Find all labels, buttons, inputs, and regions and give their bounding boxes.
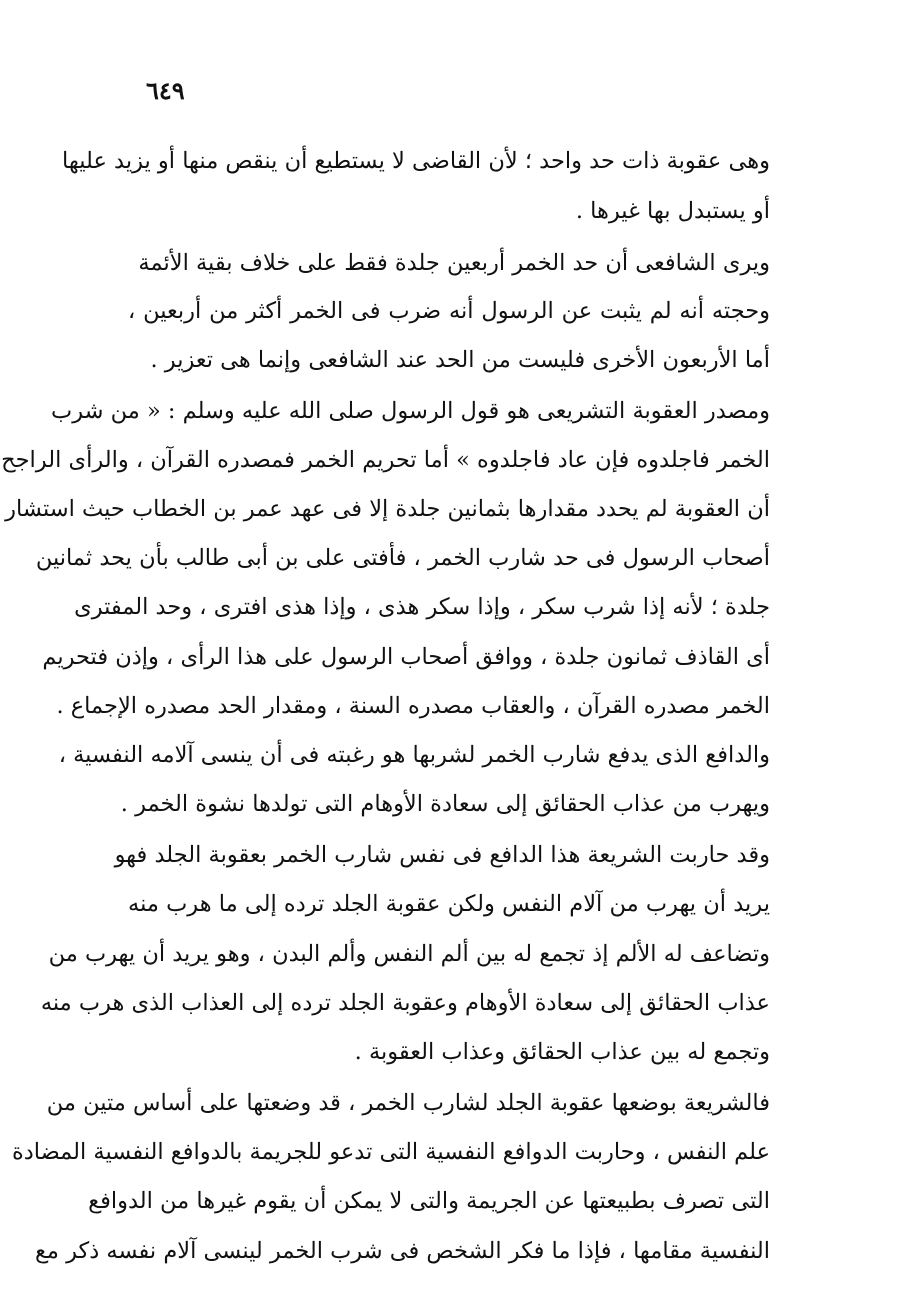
text-line: وقد حاربت الشريعة هذا الدافع فى نفس شارب الخمر بعقوبة الجلد فهو — [114, 842, 770, 868]
text-line: يريد أن يهرب من آلام النفس ولكن عقوبة الجلد ترده إلى ما هرب منه — [128, 891, 770, 917]
text-line: أصحاب الرسول فى حد شارب الخمر ، فأفتى على بن أبى طالب بأن يحد ثمانين — [35, 545, 770, 571]
text-line: فالشريعة بوضعها عقوبة الجلد لشارب الخمر ، قد وضعتها على أساس متين من — [46, 1090, 770, 1116]
text-line: النفسية مقامها ، فإذا ما فكر الشخص فى شرب الخمر لينسى آلام نفسه ذكر مع — [34, 1238, 770, 1264]
text-line: والدافع الذى يدفع شارب الخمر لشربها هو رغبته فى أن ينسى آلامه النفسية ، — [58, 742, 770, 768]
text-line: وتجمع له بين عذاب الحقائق وعذاب العقوبة . — [354, 1039, 770, 1065]
text-line: الخمر مصدره القرآن ، والعقاب مصدره السنة ، ومقدار الحد مصدره الإجماع . — [56, 693, 770, 719]
text-line: الخمر فاجلدوه فإن عاد فاجلدوه » أما تحريم الخمر فمصدره القرآن ، والرأى الراجح — [1, 447, 770, 473]
page-number: ٦٤٩ — [146, 76, 185, 105]
text-line: ومصدر العقوبة التشريعى هو قول الرسول صلى الله عليه وسلم : « من شرب — [51, 398, 770, 424]
text-line: أو يستبدل بها غيرها . — [575, 198, 770, 224]
text-line: وتضاعف له الألم إذ تجمع له بين ألم النفس وألم البدن ، وهو يريد أن يهرب من — [48, 941, 770, 967]
text-line: عذاب الحقائق إلى سعادة الأوهام وعقوبة الجلد ترده إلى العذاب الذى هرب منه — [40, 990, 770, 1016]
text-line: ويهرب من عذاب الحقائق إلى سعادة الأوهام التى تولدها نشوة الخمر . — [120, 791, 770, 817]
text-line: أن العقوبة لم يحدد مقدارها بثمانين جلدة إلا فى عهد عمر بن الخطاب حيث استشار — [5, 496, 770, 522]
text-line: التى تصرف بطبيعتها عن الجريمة والتى لا يمكن أن يقوم غيرها من الدوافع — [88, 1188, 770, 1214]
text-line: ويرى الشافعى أن حد الخمر أربعين جلدة فقط على خلاف بقية الأئمة — [138, 250, 770, 276]
text-line: أما الأربعون الأخرى فليست من الحد عند الشافعى وإنما هى تعزير . — [150, 347, 770, 373]
text-line: أى القاذف ثمانون جلدة ، ووافق أصحاب الرسول على هذا الرأى ، وإذن فتحريم — [42, 644, 770, 670]
text-line: علم النفس ، وحاربت الدوافع النفسية التى تدعو للجريمة بالدوافع النفسية المضادة — [11, 1139, 770, 1165]
text-line: جلدة ؛ لأنه إذا شرب سكر ، وإذا سكر هذى ، وإذا هذى افترى ، وحد المفترى — [74, 594, 770, 620]
text-line: وحجته أنه لم يثبت عن الرسول أنه ضرب فى الخمر أكثر من أربعين ، — [128, 298, 770, 324]
text-line: وهى عقوبة ذات حد واحد ؛ لأن القاضى لا يستطيع أن ينقص منها أو يزيد عليها — [61, 148, 770, 174]
